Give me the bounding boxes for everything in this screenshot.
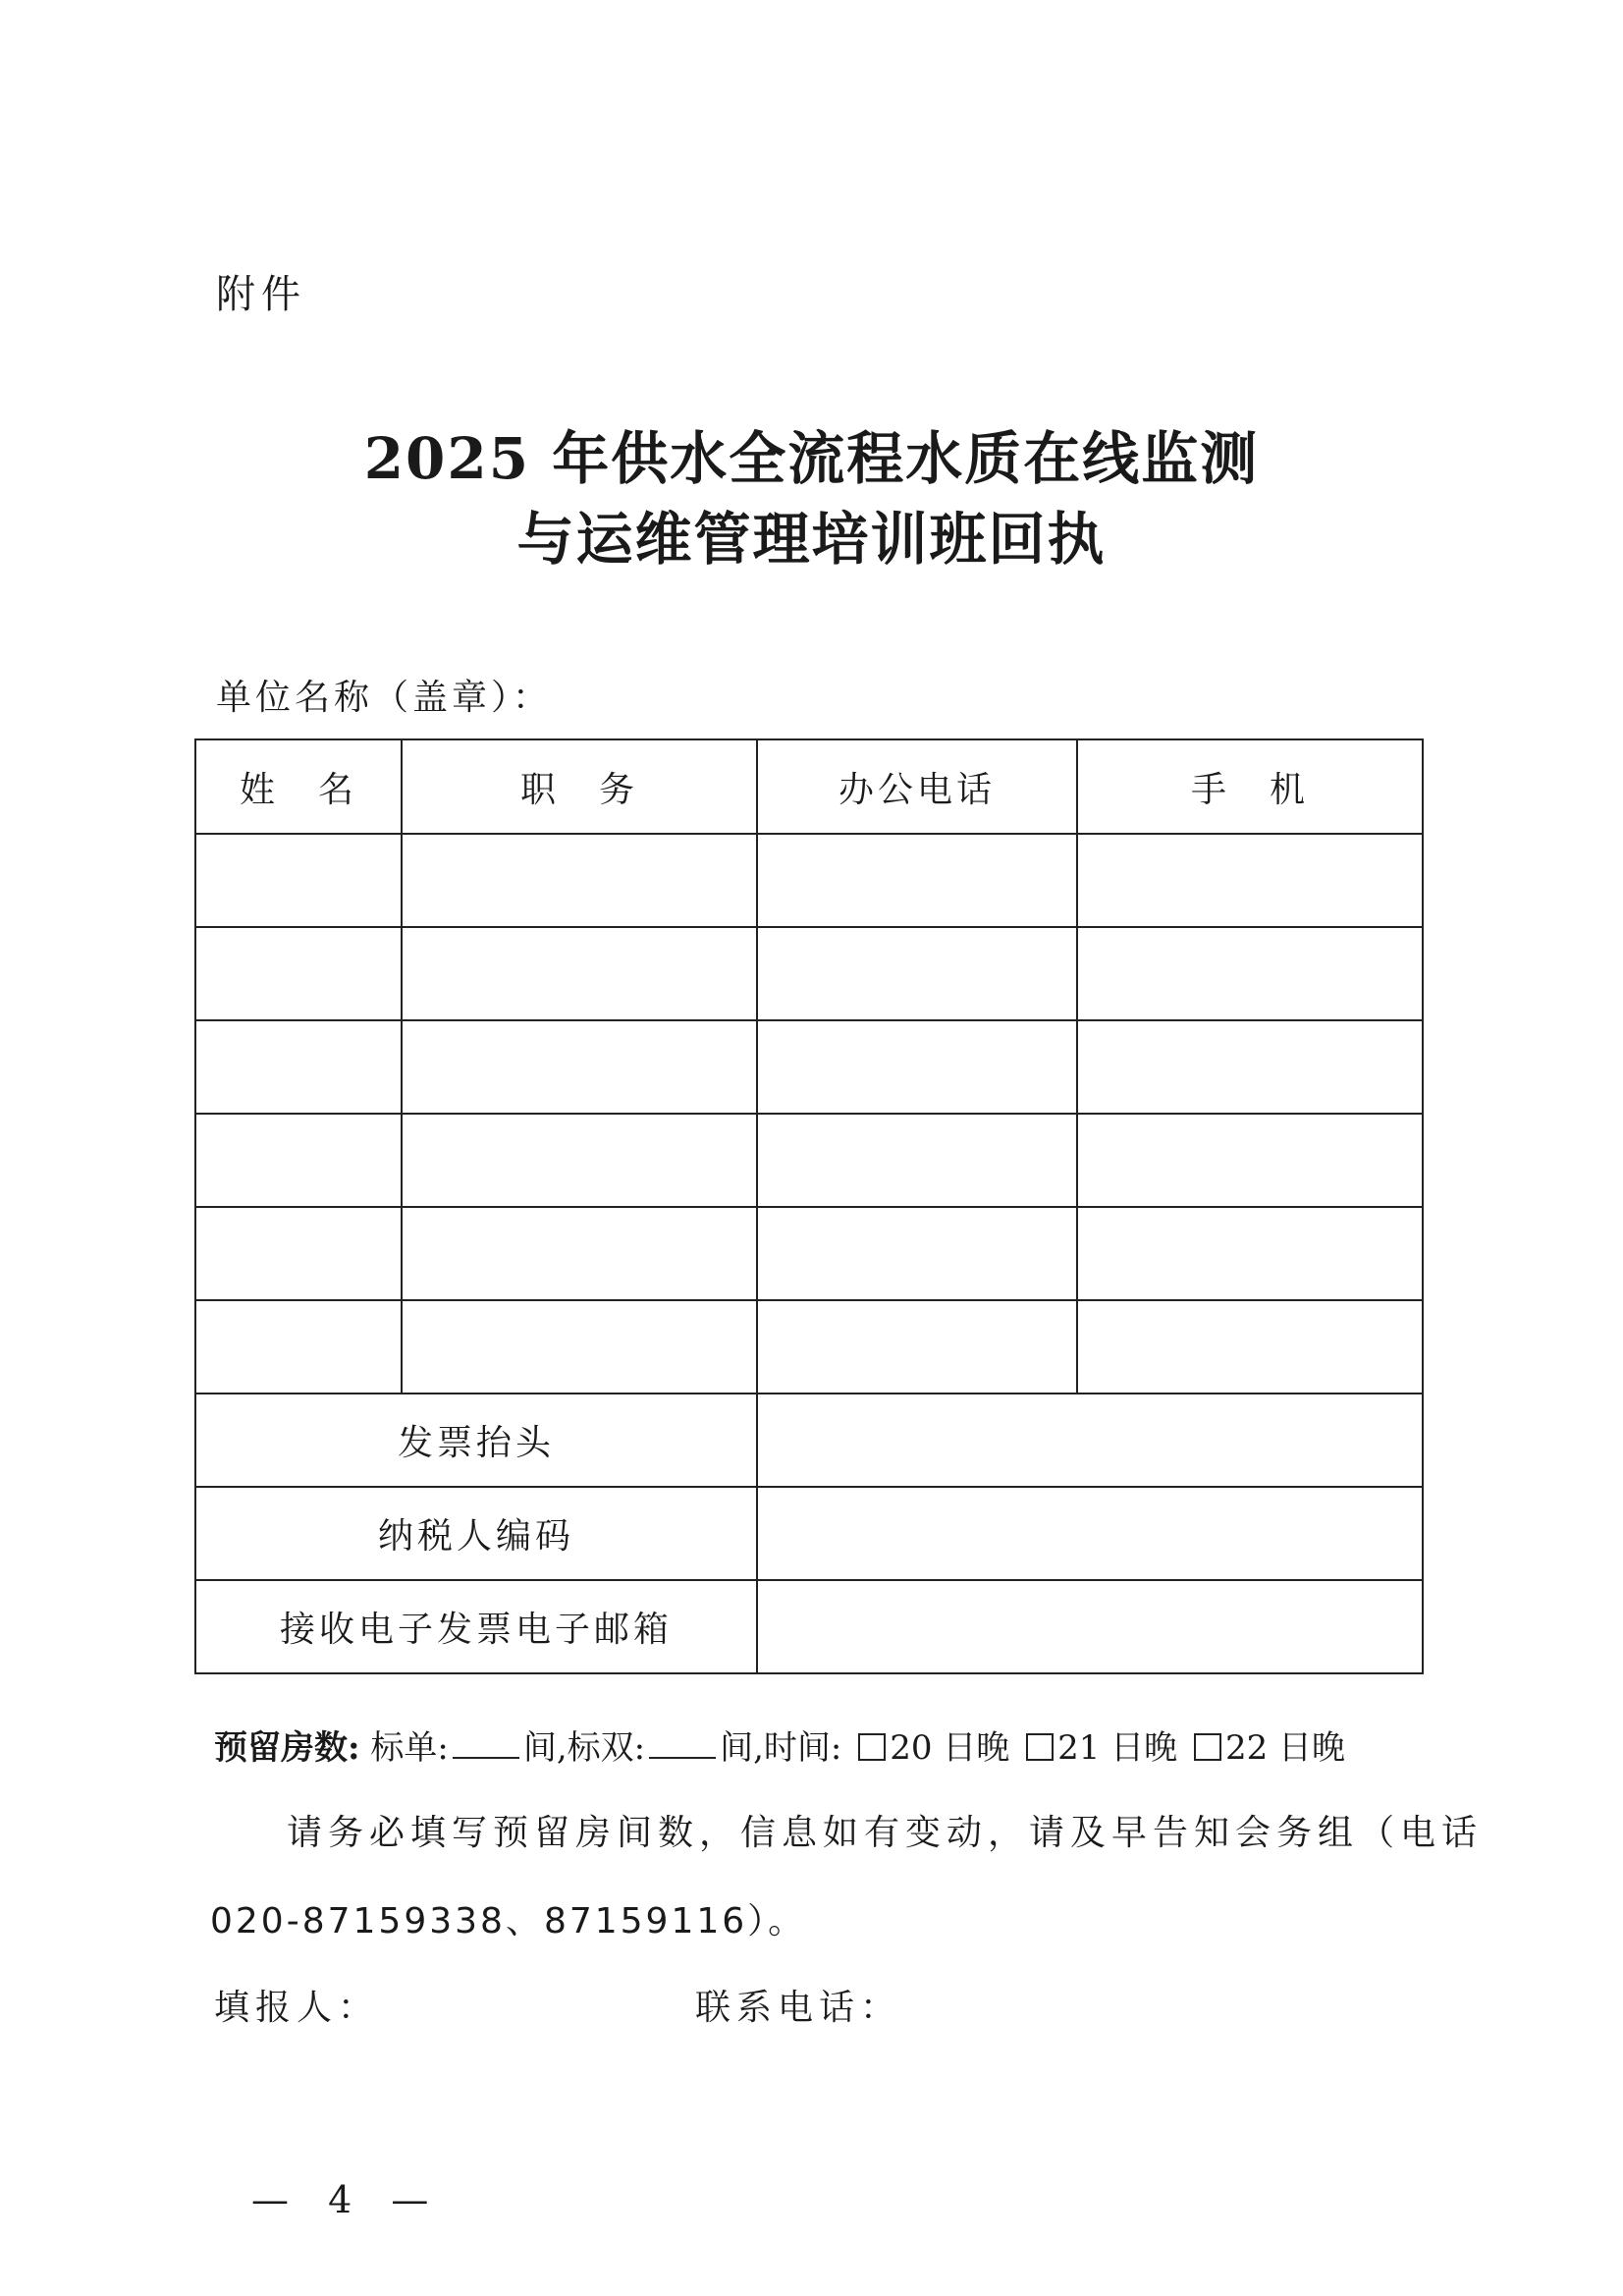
header-name: 姓 名 [195,739,402,834]
table-row [195,927,1423,1020]
taxpayer-id-label: 纳税人编码 [195,1487,757,1580]
mobile-cell[interactable] [1077,1020,1423,1114]
invoice-title-value[interactable] [757,1394,1423,1487]
name-cell[interactable] [195,1207,402,1300]
unit-name-label: 单位名称（盖章）： [216,678,553,718]
taxpayer-id-row [195,1487,1423,1580]
attachment-label: 附件 [216,272,306,317]
name-cell[interactable] [195,834,402,927]
position-cell[interactable] [402,1207,757,1300]
office-phone-cell[interactable] [757,1114,1077,1207]
night-20-label: 20 日晚 [890,1728,1010,1768]
header-position: 职 务 [402,739,757,834]
header-office-phone: 办公电话 [757,739,1077,834]
registration-form-table [194,738,1424,1674]
single-room-label: 标单: [370,1728,449,1768]
office-phone-cell[interactable] [757,834,1077,927]
table-row [195,1020,1423,1114]
filler-label: 填报人： [214,1988,380,2028]
mobile-cell[interactable] [1077,1207,1423,1300]
page-number: — 4 — [251,2178,443,2221]
table-row [195,1300,1423,1394]
time-label: 间,时间: [720,1728,842,1768]
night-22-checkbox[interactable] [1194,1733,1221,1761]
name-cell[interactable] [195,927,402,1020]
document-title-line-2: 与运维管理培训班回执 [516,506,1107,573]
mobile-cell[interactable] [1077,1114,1423,1207]
notice-line-1: 请务必填写预留房间数，信息如有变动，请及早告知会务组（电话 [287,1813,1484,1853]
office-phone-cell[interactable] [757,1207,1077,1300]
position-cell[interactable] [402,927,757,1020]
night-21-checkbox[interactable] [1026,1733,1054,1761]
mobile-cell[interactable] [1077,927,1423,1020]
office-phone-cell[interactable] [757,1300,1077,1394]
night-22-label: 22 日晚 [1224,1728,1346,1768]
mobile-cell[interactable] [1077,1300,1423,1394]
name-cell[interactable] [195,1114,402,1207]
position-cell[interactable] [402,1300,757,1394]
double-room-label: 标双: [567,1728,646,1768]
notice-line-2: 020-87159338、87159116）。 [210,1901,807,1941]
night-21-label: 21 日晚 [1057,1728,1178,1768]
name-cell[interactable] [195,1300,402,1394]
double-room-blank[interactable] [649,1727,716,1759]
single-room-unit: 间, [522,1728,568,1768]
position-cell[interactable] [402,834,757,927]
room-reservation-label: 预留房数: [214,1728,360,1768]
night-20-checkbox[interactable] [858,1733,886,1761]
position-cell[interactable] [402,1114,757,1207]
invoice-email-value[interactable] [757,1580,1423,1673]
office-phone-cell[interactable] [757,927,1077,1020]
invoice-email-label: 接收电子发票电子邮箱 [195,1580,757,1673]
name-cell[interactable] [195,1020,402,1114]
table-header-row [195,739,1423,834]
mobile-cell[interactable] [1077,834,1423,927]
taxpayer-id-value[interactable] [757,1487,1423,1580]
invoice-title-row [195,1394,1423,1487]
document-title-line-1: 2025 年供水全流程水质在线监测 [363,425,1260,492]
table-row [195,834,1423,927]
header-mobile: 手 机 [1077,739,1423,834]
office-phone-cell[interactable] [757,1020,1077,1114]
room-reservation-line [214,1721,1345,1769]
table-row [195,1207,1423,1300]
single-room-blank[interactable] [453,1727,519,1759]
invoice-email-row [195,1580,1423,1673]
table-row [195,1114,1423,1207]
invoice-title-label: 发票抬头 [195,1394,757,1487]
contact-phone-label: 联系电话： [695,1988,902,2028]
position-cell[interactable] [402,1020,757,1114]
